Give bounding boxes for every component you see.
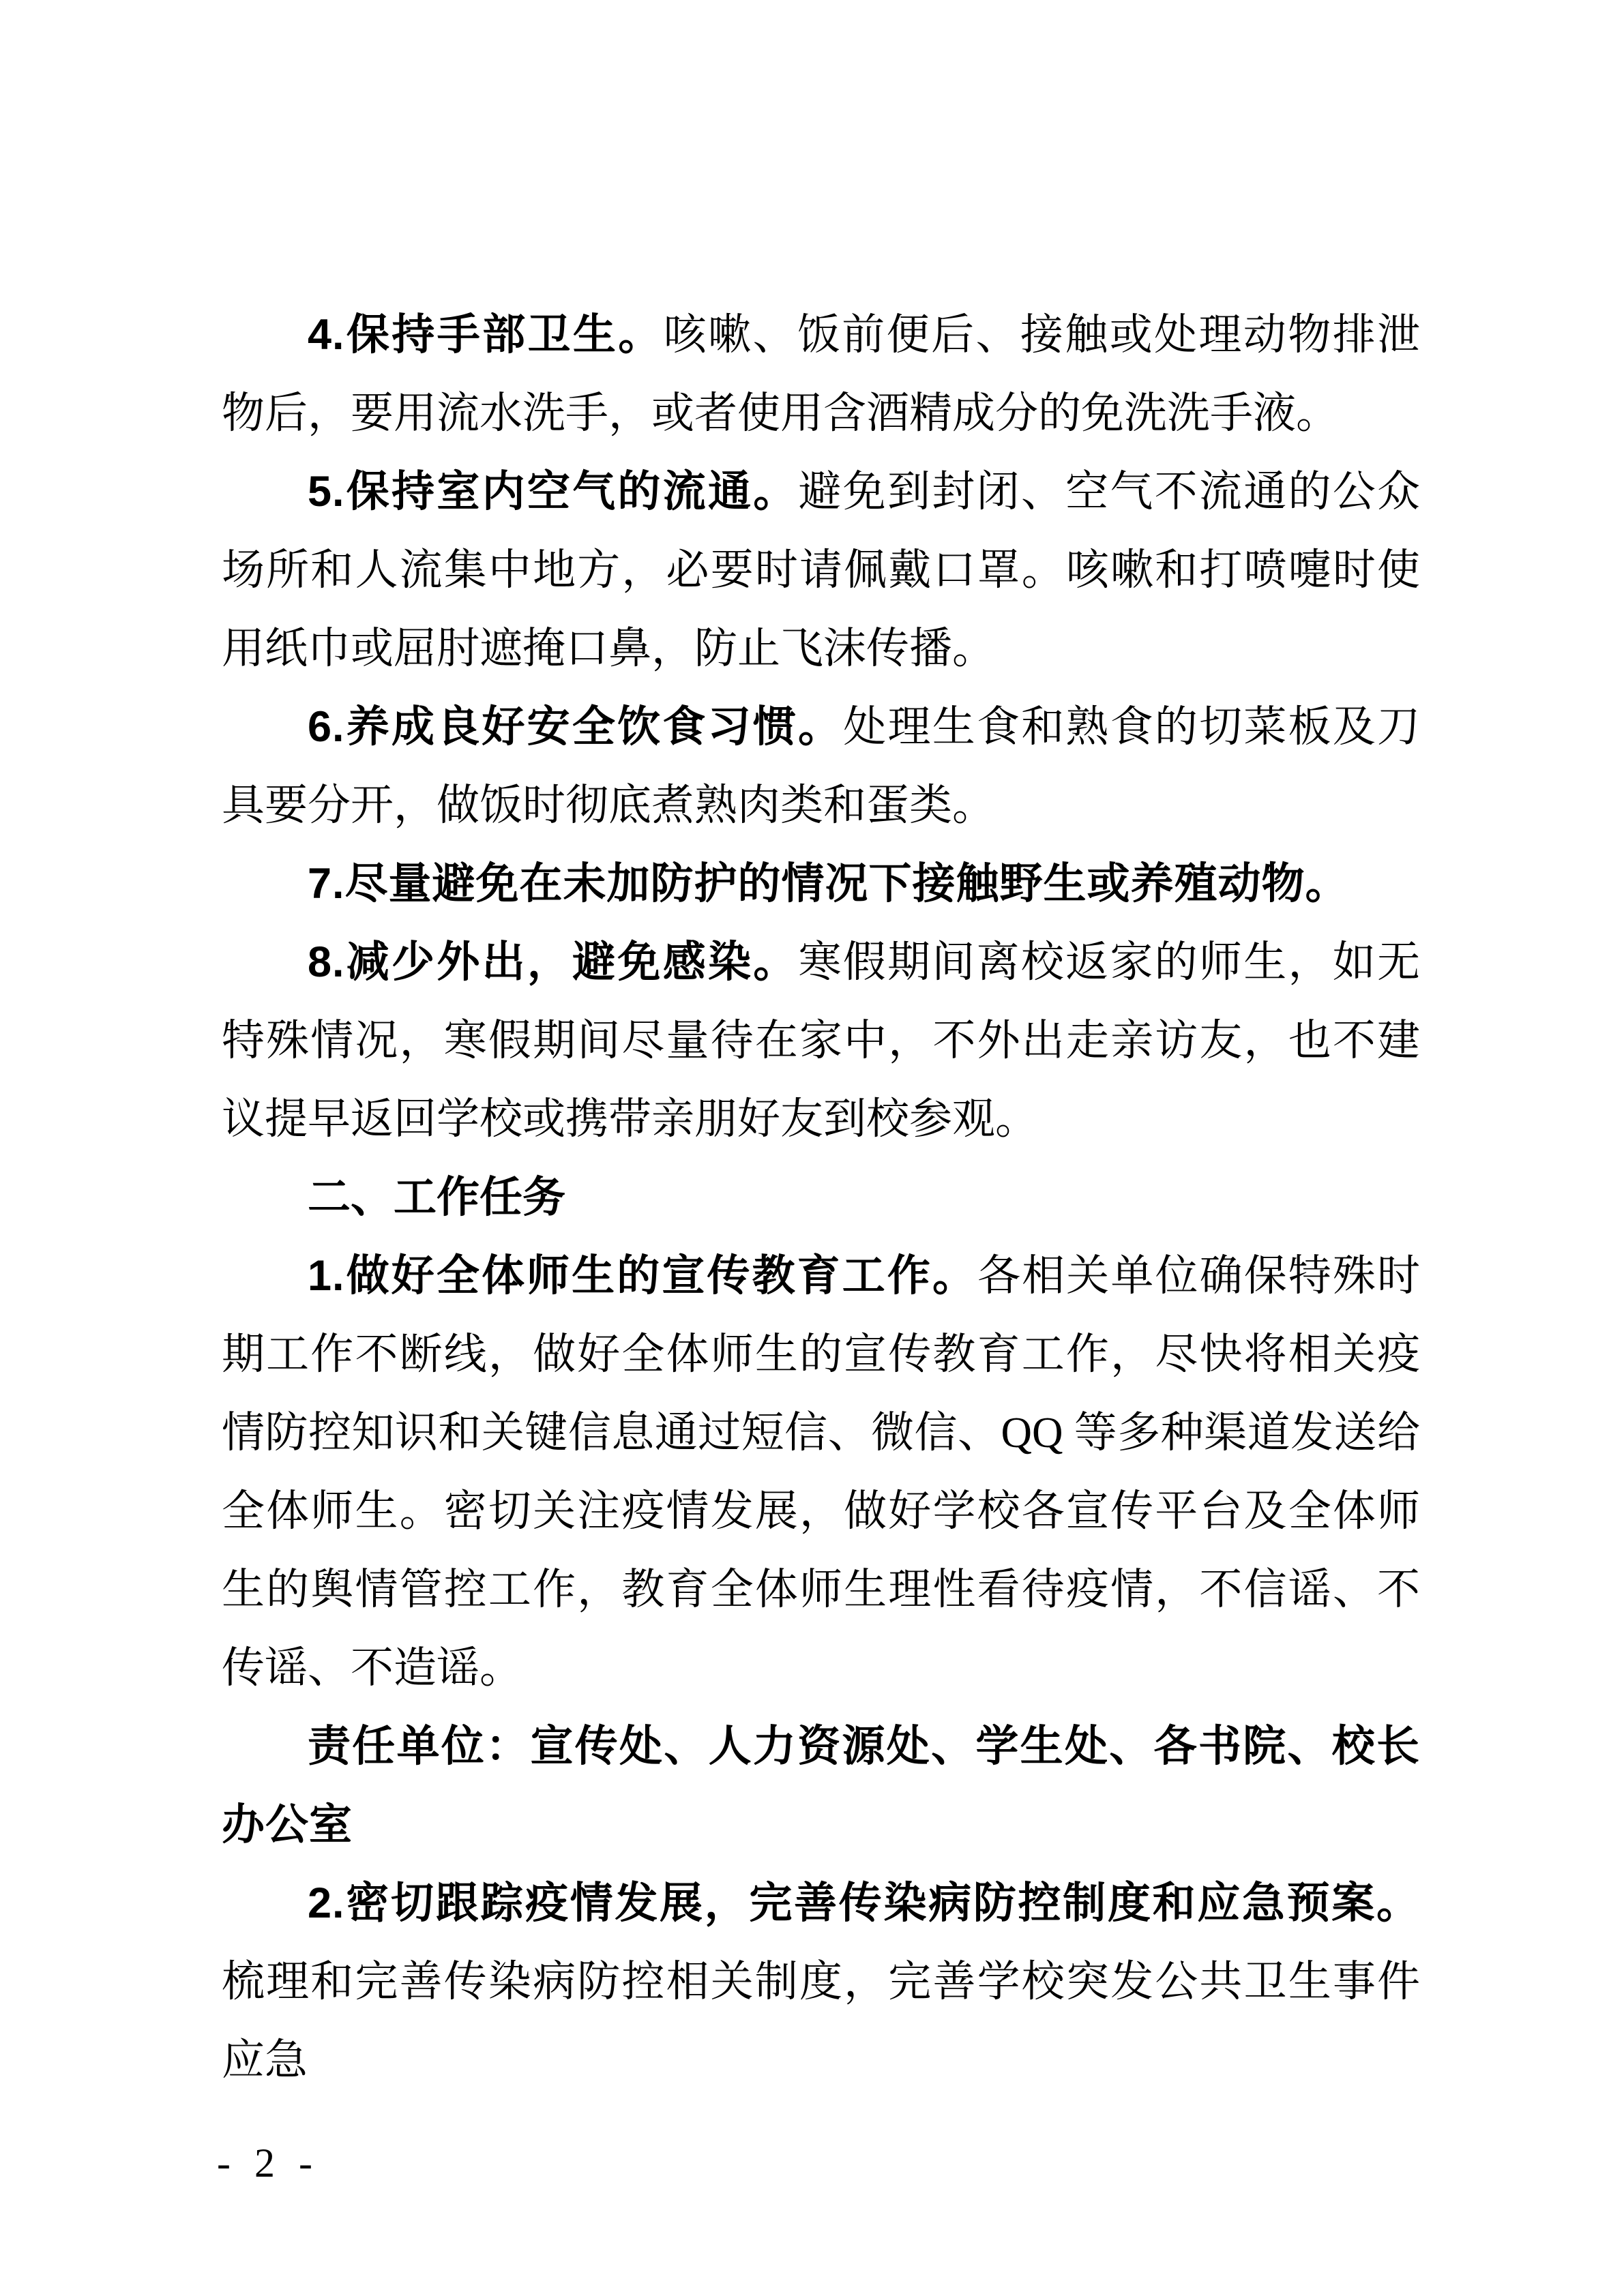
para-responsible-units-label: 责任单位：宣传处、人力资源处、学生处、各书院、校长办公室 xyxy=(222,1723,1420,1849)
para-8-reduce-outings xyxy=(222,923,1420,1159)
para-5-lead-bold: 5.保持室内空气的流通。 xyxy=(308,468,799,516)
para-4-lead-bold: 4.保持手部卫生。 xyxy=(308,311,664,359)
para-task-2-tracking xyxy=(222,1864,1420,2100)
para-7-avoid-animals xyxy=(222,845,1420,923)
para-task-1-publicity xyxy=(222,1237,1420,1708)
page-number: - 2 - xyxy=(217,2141,319,2186)
para-6-text: 处理生食和熟食的切菜板及刀具要分开，做饭时彻底煮熟肉类和蛋类。 xyxy=(222,703,1421,829)
para-4-text: 咳嗽、饭前便后、接触或处理动物排泄物后，要用流水洗手，或者使用含酒精成分的免洗洗手液。 xyxy=(222,311,1421,437)
para-5-ventilation xyxy=(222,453,1420,688)
document-body xyxy=(222,296,1420,2100)
para-8-text: 寒假期间离校返家的师生，如无特殊情况，寒假期间尽量待在家中，不外出走亲访友，也不建议提早返回学校或携带亲朋好友到校参观。 xyxy=(222,938,1420,1143)
para-6-food-safety xyxy=(222,688,1420,845)
heading-section-2-work-tasks xyxy=(222,1159,1420,1237)
para-8-lead-bold: 8.减少外出，避免感染。 xyxy=(308,938,799,986)
para-responsible-units xyxy=(222,1708,1420,1864)
para-4-hand-hygiene xyxy=(222,296,1420,453)
para-task-2-lead-bold: 2.密切跟踪疫情发展，完善传染病防控制度和应急预案。 xyxy=(308,1879,1420,1927)
para-task-2-text: 梳理和完善传染病防控相关制度，完善学校突发公共卫生事件应急 xyxy=(222,1958,1420,2084)
heading-section-2-label: 二、工作任务 xyxy=(308,1174,565,1221)
para-task-1-lead-bold: 1.做好全体师生的宣传教育工作。 xyxy=(308,1252,978,1300)
para-5-text: 避免到封闭、空气不流通的公众场所和人流集中地方，必要时请佩戴口罩。咳嗽和打喷嚏时使用纸巾或屈肘遮掩口鼻，防止飞沫传播。 xyxy=(222,468,1420,672)
para-7-lead-bold: 7.尽量避免在未加防护的情况下接触野生或养殖动物。 xyxy=(308,860,1349,908)
para-6-lead-bold: 6.养成良好安全饮食习惯。 xyxy=(308,703,844,751)
para-task-1-text: 各相关单位确保特殊时期工作不断线，做好全体师生的宣传教育工作，尽快将相关疫情防控知识和关键信息通过短信、微信、QQ 等多种渠道发送给全体师生。密切关注疫情发展，做好学校各宣传平台及全体师生的舆情管控工作，教育全体师生理性看待疫情，不信谣、不传谣、不造谣。 xyxy=(222,1252,1420,1692)
